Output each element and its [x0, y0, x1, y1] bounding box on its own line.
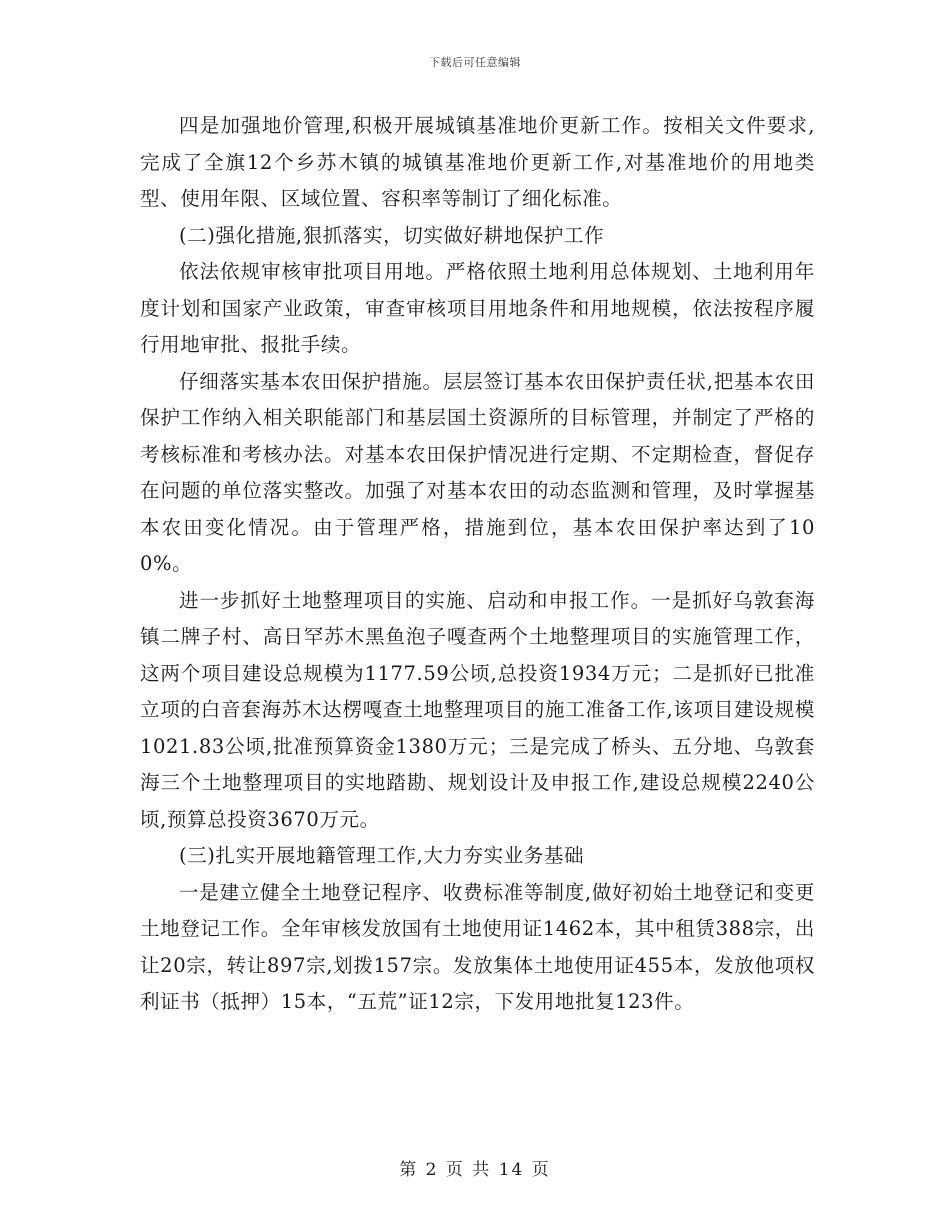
paragraph-land-price: 四是加强地价管理,积极开展城镇基准地价更新工作。按相关文件要求,完成了全旗12个乡苏木镇的城镇基准地价更新工作,对基准地价的用地类型、使用年限、区域位置、容积率等制订了细化标准。: [140, 114, 815, 210]
page-number: 第 2 页 共 14 页: [399, 1160, 551, 1180]
section-heading-farmland-protection: (二)强化措施,狠抓落实，切实做好耕地保护工作: [179, 223, 605, 247]
paragraph-land-consolidation: 进一步抓好土地整理项目的实施、启动和申报工作。一是抓好乌敦套海镇二牌子村、高日罕苏木黑鱼泡子嘎查两个土地整理项目的实施管理工作，这两个项目建设总规模为1177.59公顷,总投资1934万元；二是抓好已批准立项的白音套海苏木达楞嘎查土地整理项目的施工准备工作,该项目建设规模1021.83公顷,批准预算资金1380万元；三是完成了桥头、五分地、乌敦套海三个土地整理项目的实地踏勘、规划设计及申报工作,建设总规模2240公顷,预算总投资3670万元。: [140, 588, 815, 831]
header-note: 下载后可任意编辑: [429, 56, 521, 69]
paragraph-basic-farmland: 仔细落实基本农田保护措施。层层签订基本农田保护责任状,把基本农田保护工作纳入相关职能部门和基层国土资源所的目标管理，并制定了严格的考核标准和考核办法。对基本农田保护情况进行定期、不定期检查，督促存在问题的单位落实整改。加强了对基本农田的动态监测和管理，及时掌握基本农田变化情况。由于管理严格，措施到位，基本农田保护率达到了100%。: [140, 369, 815, 575]
paragraph-project-land-review: 依法依规审核审批项目用地。严格依照土地利用总体规划、土地利用年度计划和国家产业政策，审查审核项目用地条件和用地规模，依法按程序履行用地审批、报批手续。: [140, 260, 815, 356]
paragraph-land-registration: 一是建立健全土地登记程序、收费标准等制度,做好初始土地登记和变更土地登记工作。全年审核发放国有土地使用证1462本，其中租赁388宗，出让20宗，转让897宗,划拨157宗。发放集体土地使用证455本，发放他项权利证书（抵押）15本，“五荒”证12宗，下发用地批复123件。: [140, 880, 815, 1013]
document-body: [140, 108, 815, 1021]
section-heading-cadastral-management: (三)扎实开展地籍管理工作,大力夯实业务基础: [179, 844, 585, 867]
